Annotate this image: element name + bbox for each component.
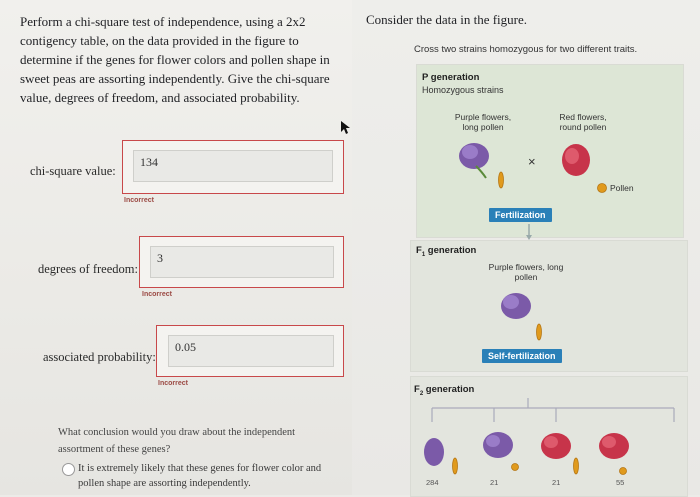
f1-flower-label: Purple flowers, long pollen (488, 262, 564, 282)
p-right-flower-label: Red flowers, round pollen (559, 112, 607, 132)
arrow-down-icon (526, 224, 532, 240)
red-flower-icon (558, 140, 598, 184)
purple-flower-icon (456, 138, 496, 178)
purple-flower-icon (498, 288, 538, 328)
f2-count-3: 21 (552, 478, 561, 487)
p-left-flower-label: Purple flowers, long pollen (454, 112, 512, 132)
mouse-cursor-icon (340, 120, 352, 136)
figure-panel (352, 0, 700, 495)
red-flower-icon (596, 428, 636, 466)
radio-button[interactable] (62, 463, 75, 476)
pollen-legend-label: Pollen (610, 183, 634, 193)
f2-count-2: 21 (490, 478, 499, 487)
long-pollen-icon (450, 456, 460, 476)
chi-square-label: chi-square value: (30, 164, 116, 178)
purple-flower-icon (480, 428, 520, 464)
probability-label: associated probability: (43, 350, 156, 364)
f2-generation-label: $F_2$ generation (414, 384, 475, 397)
purple-flower-icon (420, 432, 450, 472)
round-pollen-icon (618, 466, 628, 476)
chi-square-status: Incorrect (124, 197, 154, 204)
conclusion-question: What conclusion would you draw about the independent assortment of these genes? (58, 427, 296, 455)
p-generation-label: P generation (422, 72, 480, 83)
degrees-of-freedom-input[interactable]: 3 (150, 246, 334, 278)
long-pollen-icon (534, 322, 544, 342)
degrees-of-freedom-label: degrees of freedom: (38, 262, 138, 276)
self-fertilization-badge: Self-fertilization (482, 349, 562, 363)
conclusion-option-1-text: It is extremely likely that these genes for flower color and pollen shape are assorting independently. (78, 463, 322, 489)
f2-branch-lines (412, 398, 688, 428)
chi-square-input[interactable]: 134 (133, 150, 333, 182)
f1-generation-label: $F_1$ generation (416, 245, 477, 258)
cross-title: Cross two strains homozygous for two different traits. (414, 44, 638, 55)
cross-symbol: × (528, 154, 536, 169)
long-pollen-icon (496, 170, 506, 190)
p-generation-sublabel: Homozygous strains (422, 85, 504, 95)
round-pollen-icon (510, 462, 520, 472)
f2-count-4: 55 (616, 478, 625, 487)
fertilization-badge: Fertilization (489, 208, 552, 222)
degrees-of-freedom-status: Incorrect (142, 291, 172, 298)
probability-status: Incorrect (158, 380, 188, 387)
long-pollen-icon (571, 456, 581, 476)
probability-input[interactable]: 0.05 (168, 335, 334, 367)
round-pollen-icon (596, 182, 608, 194)
question-prompt: Perform a chi-square test of independence, using a 2x2 contigency table, on the data provided in the figure to determine if the genes for flower colors and pollen shape in sweet peas are assorting independently. Give the chi-square value, degrees of freedom, and associated probability. (20, 14, 330, 105)
figure-caption: Consider the data in the figure. (366, 12, 528, 27)
f2-count-1: 284 (426, 478, 439, 487)
